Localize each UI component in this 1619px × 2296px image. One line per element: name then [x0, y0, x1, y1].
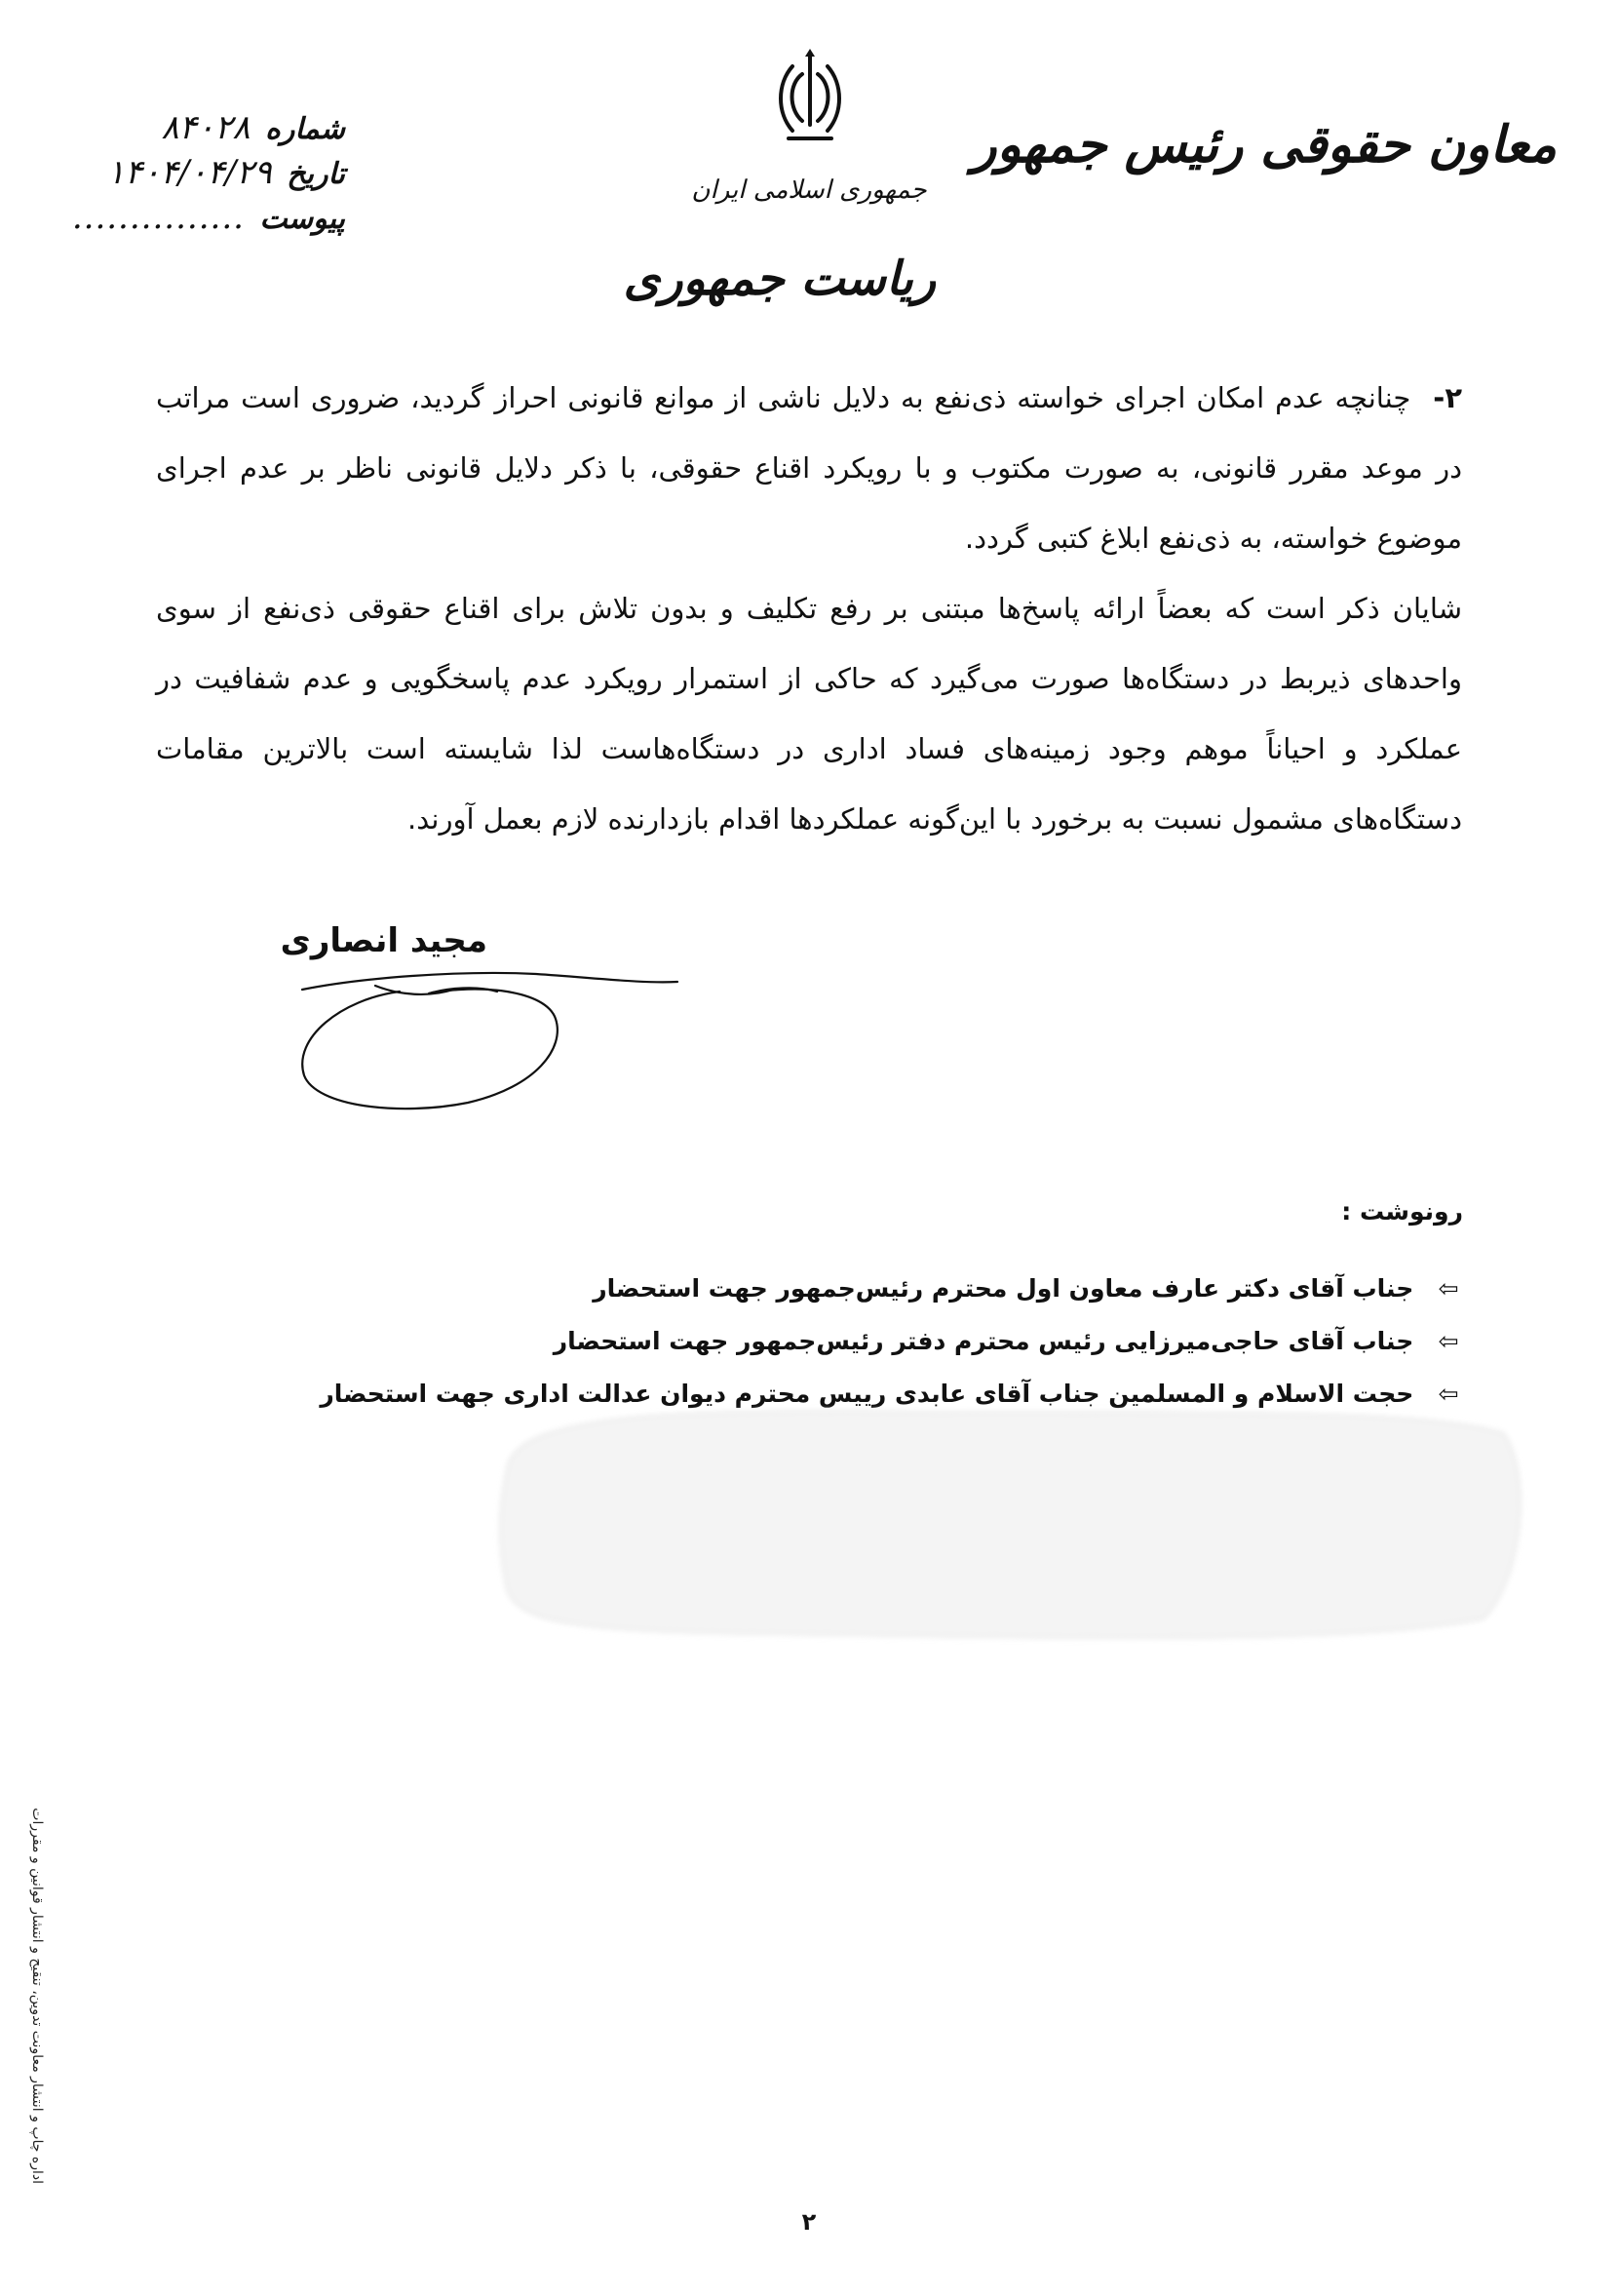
letter-meta — [62, 105, 345, 240]
cc-list — [320, 1263, 1463, 1420]
letter-number-label: شماره — [265, 112, 345, 146]
page-number: ۲ — [801, 2208, 817, 2236]
office-title: معاون حقوقی رئیس جمهور — [972, 115, 1557, 175]
cc-item-text: جناب آقای دکتر عارف معاون اول محترم رئیس‌جمهور جهت استحضار — [593, 1274, 1414, 1303]
arrow-bullet-icon: ⇦ — [1438, 1380, 1459, 1408]
iran-emblem-icon — [775, 49, 845, 146]
cc-title: رونوشت : — [1341, 1197, 1463, 1226]
letter-date-label: تاریخ — [287, 157, 345, 191]
publisher-side-note: اداره چاپ و انتشار معاونت تدوین، تنقیح و انتشار قوانین و مقررات — [29, 1808, 45, 2184]
republic-name: جمهوری اسلامی ایران — [691, 175, 927, 205]
letterhead-emblem-block — [623, 39, 936, 306]
cc-item — [391, 1263, 1463, 1315]
paragraph-text: چنانچه عدم امکان اجرای خواسته ذی‌نفع به دلایل ناشی از موانع قانونی احراز گردید، ضروری است مراتب در موعد مقرر قانونی، به صورت مکتوب و با رویکرد اقناع حقوقی، با ذکر دلایل قانونی ناظر بر عدم اجرای موضوع خواسته، به ذی‌نفع ابلاغ کتبی گردد. — [156, 381, 1462, 555]
arrow-bullet-icon: ⇦ — [1438, 1274, 1459, 1303]
cc-item — [391, 1315, 1463, 1368]
letter-attachment-row — [62, 195, 345, 240]
paragraph-note: شایان ذکر است که بعضاً ارائه پاسخ‌ها مبتنی بر رفع تکلیف و بدون تلاش برای اقناع حقوقی ذی‌نفع از سوی واحدهای ذیربط در دستگاه‌ها صورت می‌گیرد که حاکی از استمرار رویکرد عدم پاسخگویی و عدم شفافیت در عملکرد و احیاناً موهم وجود زمینه‌های فساد اداری در دستگاه‌هاست لذا شایسته است بالاترین مقامات دستگاه‌های مشمول نسبت به برخورد با این‌گونه عملکردها اقدام بازدارنده لازم بعمل آورند. — [156, 592, 1462, 836]
letter-number-row — [62, 105, 345, 150]
letter-date-row — [62, 150, 345, 195]
letter-attachment-label: پیوست — [259, 202, 345, 236]
handwritten-signature — [283, 951, 692, 1126]
arrow-bullet-icon: ⇦ — [1438, 1327, 1459, 1355]
letter-body — [156, 363, 1462, 854]
cc-item-text: جناب آقای حاجی‌میرزایی رئیس محترم دفتر رئیس‌جمهور جهت استحضار — [553, 1327, 1414, 1355]
letter-date-value: ۱۴۰۴/۰۴/۲۹ — [106, 153, 272, 192]
letter-attachment-value: ............... — [71, 198, 245, 237]
presidency-name: ریاست جمهوری — [623, 252, 936, 306]
signer-name: مجید انصاری — [280, 921, 487, 960]
paragraph-2 — [156, 363, 1462, 573]
paragraph-number: ۲- — [1433, 381, 1463, 414]
letter-number-value: ۸۴۰۲۸ — [161, 108, 251, 147]
cc-item-text: حجت الاسلام و المسلمین جناب آقای عابدی رییس محترم دیوان عدالت اداری جهت استحضار — [320, 1380, 1414, 1408]
redaction-blur — [489, 1404, 1532, 1648]
